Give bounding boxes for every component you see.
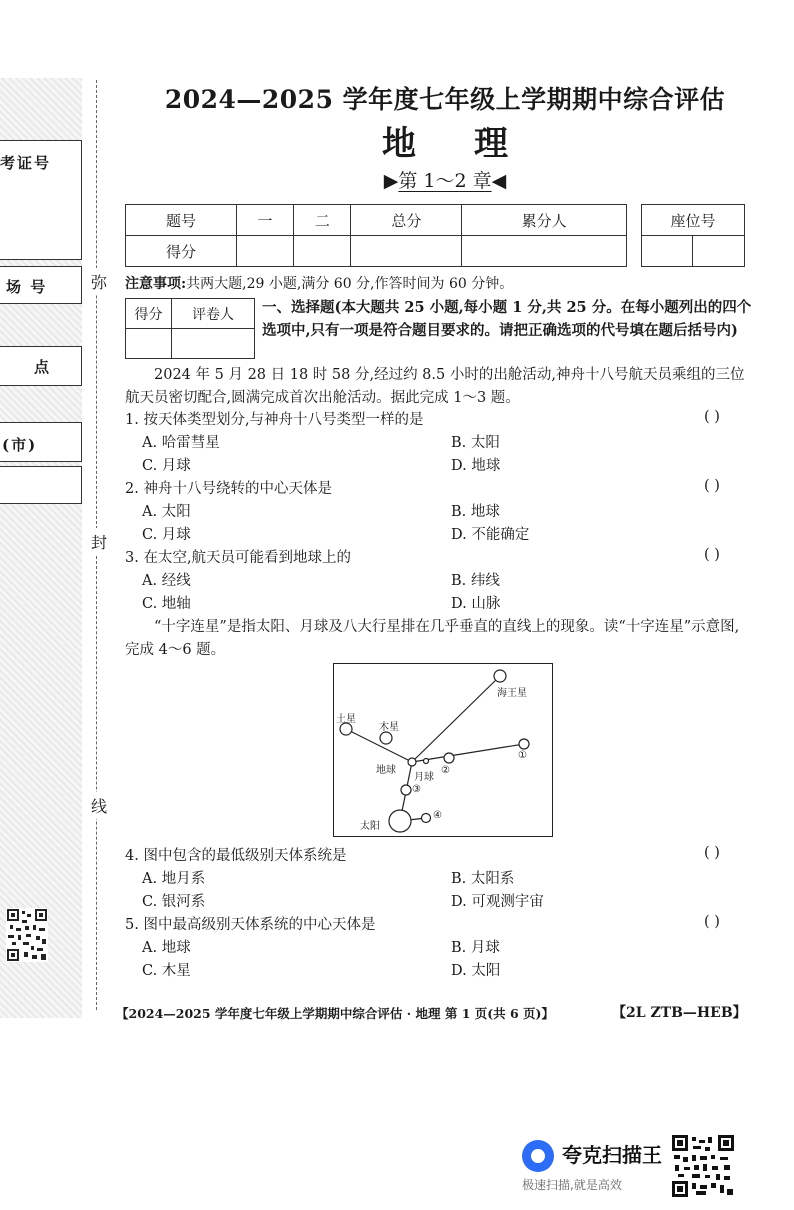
question-2-option-b: B. 地球 xyxy=(451,504,500,520)
answer-paren-4[interactable]: ( ) xyxy=(704,845,720,861)
question-3-stem: 3. 在太空,航天员可能看到地球上的 xyxy=(125,550,352,566)
grader-table xyxy=(125,298,255,359)
question-2-option-c: C. 月球 xyxy=(142,527,191,543)
question-4-stem: 4. 图中包含的最低级别天体系统是 xyxy=(125,848,347,864)
grader-score-label: 得分 xyxy=(126,299,172,329)
city-box-2 xyxy=(0,466,82,504)
chapter-text: 第 1～2 章 xyxy=(398,170,492,192)
city-label: (市) xyxy=(2,436,38,454)
question-2-stem: 2. 神舟十八号绕转的中心天体是 xyxy=(125,481,332,497)
notice-text: 共两大题,29 小题,满分 60 分,作答时间为 60 分钟。 xyxy=(186,276,514,292)
question-5-option-b: B. 月球 xyxy=(451,940,500,956)
answer-paren-5[interactable]: ( ) xyxy=(704,914,720,930)
earth-circle xyxy=(408,758,416,766)
question-2-option-d: D. 不能确定 xyxy=(451,527,530,543)
answer-paren-1[interactable]: ( ) xyxy=(704,409,720,425)
label-p3: ③ xyxy=(412,784,421,795)
label-p2: ② xyxy=(441,765,450,776)
question-1-option-c: C. 月球 xyxy=(142,458,191,474)
chapter-scope xyxy=(100,166,790,193)
qr-code-left xyxy=(6,908,48,962)
question-1-option-a: A. 哈雷彗星 xyxy=(142,435,220,451)
label-p4: ④ xyxy=(433,810,442,821)
question-5-option-c: C. 木星 xyxy=(142,963,191,979)
passage-2: “十字连星”是指太阳、月球及八大行星排在几乎垂直的直线上的现象。读“十字连星”示意图,完成 4～6 题。 xyxy=(125,619,740,658)
label-moon: 月球 xyxy=(414,772,434,783)
score-header-cell: 总分 xyxy=(351,205,462,236)
notice-label: 注意事项: xyxy=(125,276,187,292)
triangle-left-icon: ◀ xyxy=(491,170,507,192)
exam-id-label: 考证号 xyxy=(0,154,52,172)
question-3-option-c: C. 地轴 xyxy=(142,596,191,612)
score-cell xyxy=(462,236,627,267)
exam-title: 2024—2025 学年度七年级上学期期中综合评估 xyxy=(164,85,726,114)
question-1-option-d: D. 地球 xyxy=(451,458,501,474)
p2-circle xyxy=(444,753,454,763)
question-4-option-b: B. 太阳系 xyxy=(451,871,515,887)
question-2-option-a: A. 太阳 xyxy=(142,504,191,520)
seal-char-mi: 弥 xyxy=(91,268,107,295)
p4-circle xyxy=(422,814,431,823)
neptune-circle xyxy=(494,670,506,682)
line-earth-p1 xyxy=(412,744,524,762)
moon-circle xyxy=(424,759,429,764)
label-earth: 地球 xyxy=(376,765,396,776)
scanner-slogan: 极速扫描,就是高效 xyxy=(522,1178,622,1192)
footer-code: 【2L ZTB—HEB】 xyxy=(612,1005,747,1021)
score-header-cell: 二 xyxy=(294,205,351,236)
sun-circle xyxy=(389,810,411,832)
site-label: 点 xyxy=(34,358,52,376)
score-header-cell: 题号 xyxy=(126,205,237,236)
score-header-cell: 一 xyxy=(236,205,293,236)
seal-char-feng: 封 xyxy=(91,528,107,555)
label-sun: 太阳 xyxy=(360,821,380,832)
score-table-header-row xyxy=(126,205,627,236)
question-4-option-d: D. 可观测宇宙 xyxy=(451,894,544,910)
score-row-label: 得分 xyxy=(126,236,237,267)
score-table xyxy=(125,204,627,267)
grader-name-cell xyxy=(172,329,255,359)
label-saturn: 土星 xyxy=(336,714,356,725)
question-4-option-c: C. 银河系 xyxy=(142,894,206,910)
binding-strip xyxy=(0,78,82,1018)
label-neptune: 海王星 xyxy=(497,688,527,699)
room-label: 场 号 xyxy=(6,278,48,296)
scanner-logo-icon xyxy=(522,1140,554,1172)
question-3-option-a: A. 经线 xyxy=(142,573,191,589)
passage-1: 2024 年 5 月 28 日 18 时 58 分,经过约 8.5 小时的出舱活动,神舟十八号航天员乘组的三位航天员密切配合,圆满完成首次出舱活动。据此完成 1～3 题。 xyxy=(125,367,745,406)
label-p1: ① xyxy=(518,750,527,761)
score-cell xyxy=(236,236,293,267)
p3-circle xyxy=(401,785,411,795)
section-1-title: 一、选择题(本大题共 25 小题,每小题 1 分,共 25 分。在每小题列出的四个选项中,只有一项是符合题目要求的。请把正确选项的代号填在题后括号内) xyxy=(262,299,752,339)
jupiter-circle xyxy=(380,732,392,744)
question-1-stem: 1. 按天体类型划分,与神舟十八号类型一样的是 xyxy=(125,412,424,428)
footer-page-info: 【2024—2025 学年度七年级上学期期中综合评估 · 地理 第 1 页(共 6 页)】 xyxy=(116,1006,554,1021)
score-cell xyxy=(351,236,462,267)
line-saturn-earth xyxy=(346,729,412,762)
grader-name-label: 评卷人 xyxy=(172,299,255,329)
qr-code-right xyxy=(672,1135,734,1197)
answer-paren-2[interactable]: ( ) xyxy=(704,478,720,494)
question-5-stem: 5. 图中最高级别天体系统的中心天体是 xyxy=(125,917,376,933)
answer-paren-3[interactable]: ( ) xyxy=(704,547,720,563)
question-1-option-b: B. 太阳 xyxy=(451,435,500,451)
score-header-cell: 累分人 xyxy=(462,205,627,236)
label-jupiter: 木星 xyxy=(379,722,399,733)
p1-circle xyxy=(519,739,529,749)
seat-number-table xyxy=(641,204,745,267)
notice xyxy=(125,273,513,293)
score-table-score-row xyxy=(126,236,627,267)
question-3-option-b: B. 纬线 xyxy=(451,573,500,589)
subject-title: 地理 xyxy=(382,124,566,164)
seat-cell xyxy=(693,236,745,267)
grader-score-cell xyxy=(126,329,172,359)
score-cell xyxy=(294,236,351,267)
question-4-option-a: A. 地月系 xyxy=(142,871,206,887)
line-earth-neptune xyxy=(412,676,500,762)
seat-cell xyxy=(642,236,693,267)
question-5-option-d: D. 太阳 xyxy=(451,963,501,979)
scanner-name: 夸克扫描王 xyxy=(562,1143,662,1167)
question-3-option-d: D. 山脉 xyxy=(451,596,501,612)
triangle-right-icon: ▶ xyxy=(383,170,399,192)
cross-planets-diagram xyxy=(333,663,553,837)
seat-number-label: 座位号 xyxy=(642,205,745,236)
seal-char-xian: 线 xyxy=(91,792,107,819)
question-5-option-a: A. 地球 xyxy=(142,940,191,956)
